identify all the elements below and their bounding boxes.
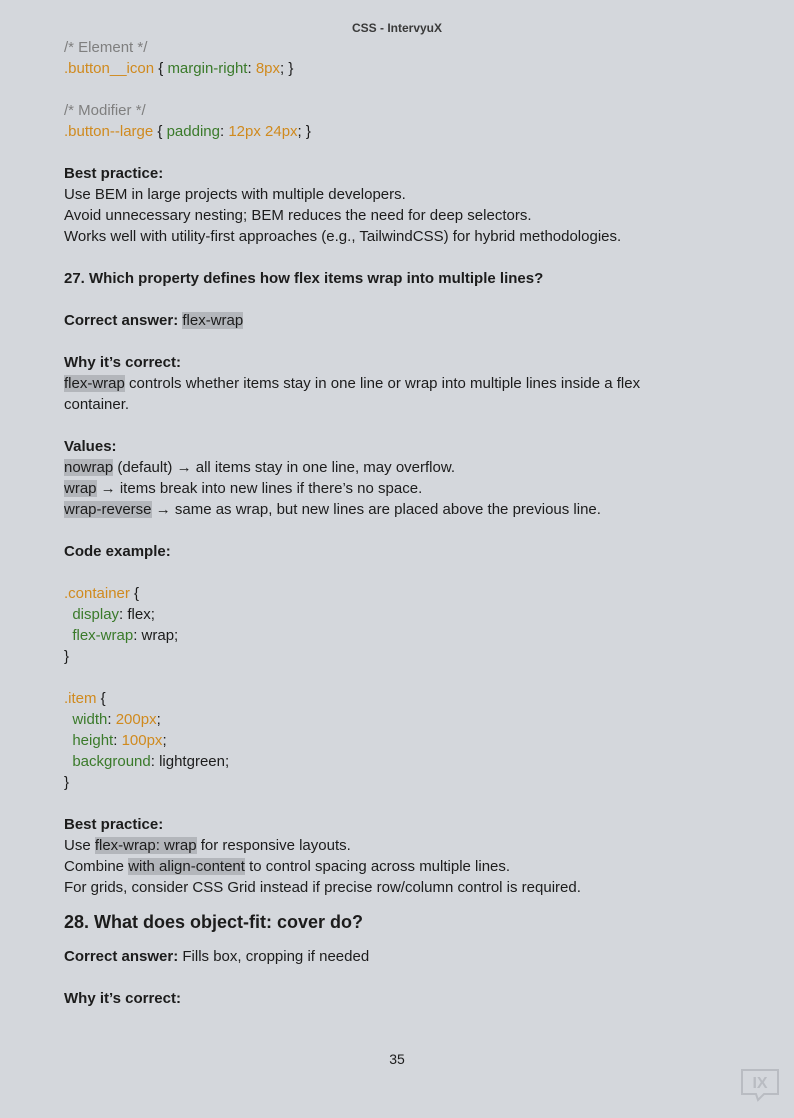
code-property: padding (166, 123, 220, 140)
inline-code: flex-wrap (182, 312, 244, 329)
code-line: background: lightgreen; (72, 753, 230, 770)
code-line: } (64, 774, 70, 791)
code-value: 12px 24px (228, 123, 298, 140)
inline-code: nowrap (64, 459, 114, 476)
code-line: display: flex; (72, 606, 155, 623)
q27-best-practice-line: Use flex-wrap: wrap for responsive layouts. (64, 837, 351, 854)
question-27-heading: 27. Which property defines how flex items wrap into multiple lines? (64, 270, 544, 287)
code-line-element: .button__icon { margin-right: 8px; } (64, 60, 294, 77)
page-number: 35 (389, 1051, 405, 1067)
code-line: flex-wrap: wrap; (72, 627, 179, 644)
q28-why-heading: Why it’s correct: (64, 990, 181, 1007)
svg-text:IX: IX (752, 1075, 768, 1092)
code-selector: .button--large (64, 123, 154, 140)
q27-code-heading: Code example: (64, 543, 171, 560)
code-line: .item { (64, 690, 106, 707)
q27-best-practice-heading: Best practice: (64, 816, 164, 833)
code-line: .container { (64, 585, 140, 602)
bem-best-practice-line: Works well with utility-first approaches (e.g., TailwindCSS) for hybrid methodologies. (64, 228, 622, 245)
page-header-title: CSS - IntervyuX (351, 21, 443, 35)
code-selector: .button__icon (64, 60, 155, 77)
q27-why-text-cont: container. (64, 396, 130, 413)
q27-value-item: wrap-reverse → same as wrap, but new lines are placed above the previous line. (64, 501, 601, 518)
q27-why-heading: Why it’s correct: (64, 354, 181, 371)
bem-best-practice-line: Avoid unnecessary nesting; BEM reduces the need for deep selectors. (64, 207, 532, 224)
q27-correct-answer: Correct answer: flex-wrap (64, 312, 244, 329)
page-content (64, 37, 754, 1009)
code-comment-element: /* Element */ (64, 39, 148, 56)
q28-correct-answer: Correct answer: Fills box, cropping if needed (64, 948, 370, 965)
inline-code: flex-wrap: wrap (94, 837, 197, 854)
q27-best-practice-line: Combine with align-content to control spacing across multiple lines. (64, 858, 511, 875)
intervyux-logo-icon (738, 1066, 782, 1102)
inline-code: with align-content (128, 858, 245, 875)
code-line-modifier: .button--large { padding: 12px 24px; } (64, 123, 311, 140)
code-property: margin-right (167, 60, 248, 77)
q27-best-practice-line: For grids, consider CSS Grid instead if precise row/column control is required. (64, 879, 581, 896)
inline-code: wrap (64, 480, 97, 497)
q27-value-item: wrap → items break into new lines if there’s no space. (64, 480, 423, 497)
inline-code: wrap-reverse (64, 501, 152, 518)
code-line: } (64, 648, 70, 665)
question-28-heading: 28. What does object-fit: cover do? (64, 912, 364, 932)
q27-value-item: nowrap (default) → all items stay in one line, may overflow. (64, 459, 456, 476)
inline-code: flex-wrap (64, 375, 125, 392)
code-value: 8px (255, 60, 280, 77)
q27-why-text: flex-wrap controls whether items stay in one line or wrap into multiple lines inside a flex (64, 375, 641, 392)
bem-best-practice-line: Use BEM in large projects with multiple developers. (64, 186, 406, 203)
code-comment-modifier: /* Modifier */ (64, 102, 146, 119)
q27-values-heading: Values: (64, 438, 117, 455)
code-line: width: 200px; (72, 711, 161, 728)
code-line: height: 100px; (72, 732, 167, 749)
bem-best-practice-heading: Best practice: (64, 165, 164, 182)
